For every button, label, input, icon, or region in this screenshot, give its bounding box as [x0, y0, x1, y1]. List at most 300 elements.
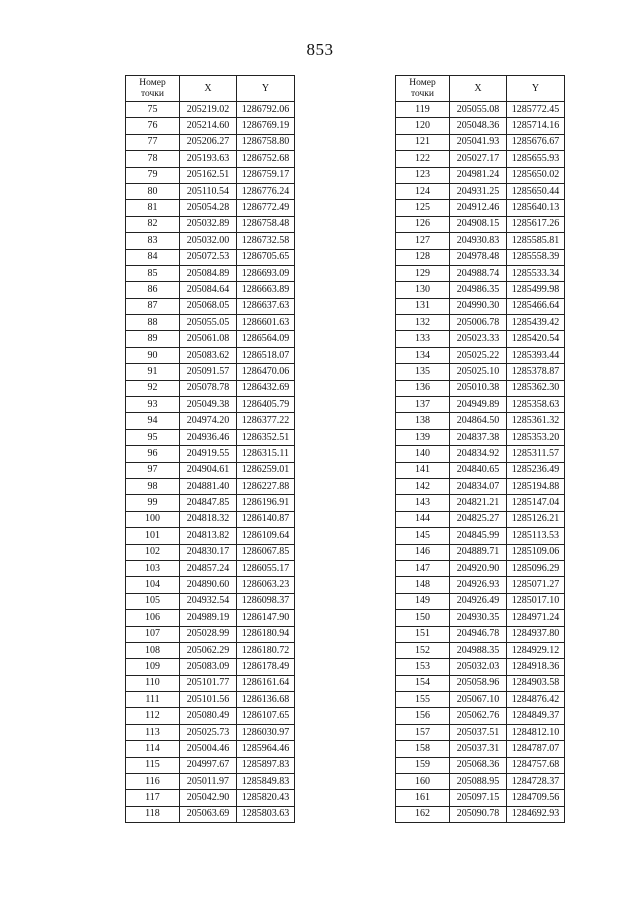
cell-x: 204930.83	[450, 233, 507, 249]
coordinates-table-left	[125, 75, 295, 823]
cell-x: 205193.63	[180, 151, 237, 167]
cell-point-number: 144	[396, 511, 450, 527]
cell-x: 204825.27	[450, 511, 507, 527]
cell-x: 204988.74	[450, 265, 507, 281]
cell-x: 204988.35	[450, 642, 507, 658]
table-row	[396, 167, 565, 183]
table-row	[396, 544, 565, 560]
cell-y: 1286352.51	[237, 429, 295, 445]
table-row	[396, 528, 565, 544]
cell-point-number: 142	[396, 478, 450, 494]
cell-x: 205080.49	[180, 708, 237, 724]
cell-y: 1284692.93	[507, 806, 565, 822]
cell-point-number: 125	[396, 200, 450, 216]
column-header-x: X	[180, 76, 237, 102]
cell-point-number: 140	[396, 446, 450, 462]
table-row	[126, 167, 295, 183]
cell-x: 205084.64	[180, 282, 237, 298]
cell-y: 1286769.19	[237, 118, 295, 134]
cell-y: 1286377.22	[237, 413, 295, 429]
cell-x: 204974.20	[180, 413, 237, 429]
cell-point-number: 160	[396, 774, 450, 790]
cell-point-number: 106	[126, 610, 180, 626]
cell-point-number: 93	[126, 397, 180, 413]
cell-y: 1285655.93	[507, 151, 565, 167]
cell-x: 204912.46	[450, 200, 507, 216]
cell-x: 205032.00	[180, 233, 237, 249]
table-row	[396, 478, 565, 494]
table-row	[126, 118, 295, 134]
table-row	[126, 347, 295, 363]
cell-point-number: 147	[396, 560, 450, 576]
cell-x: 205041.93	[450, 134, 507, 150]
cell-y: 1286405.79	[237, 397, 295, 413]
cell-x: 205037.31	[450, 741, 507, 757]
table-row	[396, 692, 565, 708]
cell-x: 205032.89	[180, 216, 237, 232]
cell-y: 1286178.49	[237, 659, 295, 675]
table-row	[126, 790, 295, 806]
table-row	[396, 282, 565, 298]
cell-y: 1284709.56	[507, 790, 565, 806]
cell-x: 205219.02	[180, 102, 237, 118]
table-row	[396, 347, 565, 363]
cell-point-number: 130	[396, 282, 450, 298]
table-row	[396, 560, 565, 576]
cell-x: 204932.54	[180, 593, 237, 609]
cell-point-number: 132	[396, 315, 450, 331]
cell-point-number: 124	[396, 183, 450, 199]
cell-x: 205054.28	[180, 200, 237, 216]
cell-y: 1286055.17	[237, 560, 295, 576]
cell-point-number: 116	[126, 774, 180, 790]
cell-y: 1284812.10	[507, 724, 565, 740]
cell-point-number: 143	[396, 495, 450, 511]
cell-x: 204908.15	[450, 216, 507, 232]
table-row	[126, 315, 295, 331]
cell-y: 1285772.45	[507, 102, 565, 118]
cell-y: 1284787.07	[507, 741, 565, 757]
table-row	[126, 593, 295, 609]
cell-point-number: 149	[396, 593, 450, 609]
cell-x: 205028.99	[180, 626, 237, 642]
table-row	[396, 265, 565, 281]
cell-y: 1286776.24	[237, 183, 295, 199]
table-row	[396, 675, 565, 691]
table-row	[126, 298, 295, 314]
cell-y: 1285126.21	[507, 511, 565, 527]
cell-x: 205162.51	[180, 167, 237, 183]
cell-x: 204978.48	[450, 249, 507, 265]
table-row	[396, 233, 565, 249]
table-row	[126, 380, 295, 396]
cell-y: 1286518.07	[237, 347, 295, 363]
cell-point-number: 120	[396, 118, 450, 134]
cell-x: 204990.30	[450, 298, 507, 314]
cell-y: 1286067.85	[237, 544, 295, 560]
cell-y: 1286227.88	[237, 478, 295, 494]
table-row	[396, 708, 565, 724]
cell-x: 204919.55	[180, 446, 237, 462]
cell-y: 1285499.98	[507, 282, 565, 298]
cell-point-number: 86	[126, 282, 180, 298]
cell-y: 1286030.97	[237, 724, 295, 740]
cell-point-number: 127	[396, 233, 450, 249]
cell-point-number: 91	[126, 364, 180, 380]
table-row	[126, 741, 295, 757]
table-row	[396, 741, 565, 757]
table-header-row	[126, 76, 295, 102]
cell-x: 205025.22	[450, 347, 507, 363]
table-row	[126, 446, 295, 462]
cell-point-number: 154	[396, 675, 450, 691]
table-row	[396, 364, 565, 380]
table-row	[126, 675, 295, 691]
cell-point-number: 157	[396, 724, 450, 740]
cell-x: 205055.05	[180, 315, 237, 331]
cell-point-number: 117	[126, 790, 180, 806]
cell-point-number: 128	[396, 249, 450, 265]
cell-x: 204926.93	[450, 577, 507, 593]
cell-point-number: 92	[126, 380, 180, 396]
cell-point-number: 110	[126, 675, 180, 691]
cell-point-number: 115	[126, 757, 180, 773]
cell-x: 204857.24	[180, 560, 237, 576]
cell-y: 1285109.06	[507, 544, 565, 560]
cell-y: 1285361.32	[507, 413, 565, 429]
cell-x: 205027.17	[450, 151, 507, 167]
cell-point-number: 136	[396, 380, 450, 396]
table-row	[126, 151, 295, 167]
cell-y: 1286470.06	[237, 364, 295, 380]
cell-point-number: 98	[126, 478, 180, 494]
page-number: 853	[306, 40, 334, 59]
cell-y: 1286161.64	[237, 675, 295, 691]
cell-y: 1286140.87	[237, 511, 295, 527]
cell-point-number: 82	[126, 216, 180, 232]
cell-point-number: 105	[126, 593, 180, 609]
cell-y: 1285194.88	[507, 478, 565, 494]
cell-point-number: 80	[126, 183, 180, 199]
cell-point-number: 146	[396, 544, 450, 560]
cell-point-number: 155	[396, 692, 450, 708]
cell-x: 205025.10	[450, 364, 507, 380]
table-row	[396, 774, 565, 790]
table-row	[126, 282, 295, 298]
table-row	[396, 413, 565, 429]
cell-point-number: 121	[396, 134, 450, 150]
cell-point-number: 126	[396, 216, 450, 232]
table-row	[126, 626, 295, 642]
cell-y: 1285585.81	[507, 233, 565, 249]
table-row	[396, 102, 565, 118]
cell-point-number: 88	[126, 315, 180, 331]
cell-x: 205068.36	[450, 757, 507, 773]
cell-x: 205097.15	[450, 790, 507, 806]
cell-x: 205037.51	[450, 724, 507, 740]
cell-x: 204986.35	[450, 282, 507, 298]
cell-point-number: 119	[396, 102, 450, 118]
cell-y: 1285362.30	[507, 380, 565, 396]
table-row	[126, 331, 295, 347]
cell-y: 1286772.49	[237, 200, 295, 216]
cell-x: 204890.60	[180, 577, 237, 593]
column-header-y: Y	[237, 76, 295, 102]
table-row	[396, 397, 565, 413]
table-row	[396, 118, 565, 134]
cell-y: 1285236.49	[507, 462, 565, 478]
cell-x: 204920.90	[450, 560, 507, 576]
cell-x: 204981.24	[450, 167, 507, 183]
table-row	[396, 183, 565, 199]
cell-point-number: 99	[126, 495, 180, 511]
table-row	[126, 429, 295, 445]
table-row	[396, 200, 565, 216]
cell-y: 1286107.65	[237, 708, 295, 724]
cell-y: 1285439.42	[507, 315, 565, 331]
table-header-row	[396, 76, 565, 102]
cell-x: 205110.54	[180, 183, 237, 199]
cell-x: 205048.36	[450, 118, 507, 134]
table-row	[126, 692, 295, 708]
cell-point-number: 108	[126, 642, 180, 658]
cell-point-number: 139	[396, 429, 450, 445]
table-row	[126, 774, 295, 790]
table-row	[396, 216, 565, 232]
cell-point-number: 141	[396, 462, 450, 478]
cell-point-number: 158	[396, 741, 450, 757]
cell-x: 205032.03	[450, 659, 507, 675]
cell-x: 205067.10	[450, 692, 507, 708]
cell-point-number: 131	[396, 298, 450, 314]
cell-y: 1285849.83	[237, 774, 295, 790]
table-row	[126, 642, 295, 658]
cell-x: 204834.92	[450, 446, 507, 462]
table-row	[396, 249, 565, 265]
cell-point-number: 89	[126, 331, 180, 347]
cell-point-number: 135	[396, 364, 450, 380]
cell-point-number: 148	[396, 577, 450, 593]
table-row	[126, 216, 295, 232]
cell-point-number: 100	[126, 511, 180, 527]
cell-x: 205049.38	[180, 397, 237, 413]
table-row	[396, 298, 565, 314]
cell-point-number: 123	[396, 167, 450, 183]
cell-y: 1285147.04	[507, 495, 565, 511]
cell-x: 204813.82	[180, 528, 237, 544]
cell-x: 205083.09	[180, 659, 237, 675]
column-header-point-number	[396, 76, 450, 102]
cell-x: 204946.78	[450, 626, 507, 642]
cell-point-number: 77	[126, 134, 180, 150]
table-row	[396, 315, 565, 331]
table-row	[396, 429, 565, 445]
column-header-y: Y	[507, 76, 565, 102]
cell-point-number: 96	[126, 446, 180, 462]
cell-x: 204931.25	[450, 183, 507, 199]
table-row	[126, 200, 295, 216]
table-row	[396, 134, 565, 150]
cell-y: 1286732.58	[237, 233, 295, 249]
cell-point-number: 152	[396, 642, 450, 658]
cell-y: 1286315.11	[237, 446, 295, 462]
cell-y: 1285378.87	[507, 364, 565, 380]
table-row	[126, 364, 295, 380]
cell-x: 205004.46	[180, 741, 237, 757]
table-row	[126, 102, 295, 118]
cell-y: 1284903.58	[507, 675, 565, 691]
cell-y: 1285714.16	[507, 118, 565, 134]
cell-y: 1286752.68	[237, 151, 295, 167]
table-row	[126, 757, 295, 773]
cell-point-number: 150	[396, 610, 450, 626]
table-row	[126, 610, 295, 626]
cell-x: 205058.96	[450, 675, 507, 691]
cell-x: 205090.78	[450, 806, 507, 822]
table-row	[396, 642, 565, 658]
cell-point-number: 114	[126, 741, 180, 757]
cell-y: 1285311.57	[507, 446, 565, 462]
table-body-right	[396, 102, 565, 823]
cell-y: 1286758.80	[237, 134, 295, 150]
cell-y: 1285466.64	[507, 298, 565, 314]
cell-x: 204997.67	[180, 757, 237, 773]
cell-y: 1286180.94	[237, 626, 295, 642]
cell-y: 1285964.46	[237, 741, 295, 757]
cell-x: 204845.99	[450, 528, 507, 544]
cell-point-number: 87	[126, 298, 180, 314]
cell-x: 205068.05	[180, 298, 237, 314]
cell-point-number: 113	[126, 724, 180, 740]
cell-x: 204881.40	[180, 478, 237, 494]
table-row	[126, 495, 295, 511]
cell-point-number: 137	[396, 397, 450, 413]
cell-x: 205063.69	[180, 806, 237, 822]
cell-y: 1285617.26	[507, 216, 565, 232]
table-row	[126, 249, 295, 265]
cell-point-number: 78	[126, 151, 180, 167]
table-row	[126, 134, 295, 150]
cell-y: 1285358.63	[507, 397, 565, 413]
header-num-line2: точки	[140, 88, 164, 99]
cell-point-number: 151	[396, 626, 450, 642]
cell-y: 1285017.10	[507, 593, 565, 609]
cell-point-number: 79	[126, 167, 180, 183]
table-row	[396, 593, 565, 609]
column-header-x: X	[450, 76, 507, 102]
cell-y: 1285650.44	[507, 183, 565, 199]
cell-y: 1285897.83	[237, 757, 295, 773]
cell-point-number: 102	[126, 544, 180, 560]
cell-y: 1286098.37	[237, 593, 295, 609]
cell-y: 1285650.02	[507, 167, 565, 183]
table-row	[126, 806, 295, 822]
cell-x: 205101.56	[180, 692, 237, 708]
table-row	[396, 577, 565, 593]
table-row	[126, 544, 295, 560]
table-row	[396, 659, 565, 675]
cell-y: 1284728.37	[507, 774, 565, 790]
cell-point-number: 145	[396, 528, 450, 544]
cell-y: 1285113.53	[507, 528, 565, 544]
table-row	[396, 790, 565, 806]
cell-x: 205061.08	[180, 331, 237, 347]
table-row	[126, 183, 295, 199]
table-row	[126, 511, 295, 527]
cell-x: 204847.85	[180, 495, 237, 511]
cell-x: 204834.07	[450, 478, 507, 494]
cell-y: 1285803.63	[237, 806, 295, 822]
cell-x: 205062.29	[180, 642, 237, 658]
table-row	[126, 577, 295, 593]
cell-point-number: 95	[126, 429, 180, 445]
cell-x: 204926.49	[450, 593, 507, 609]
table-row	[126, 233, 295, 249]
cell-point-number: 75	[126, 102, 180, 118]
cell-point-number: 76	[126, 118, 180, 134]
cell-x: 205062.76	[450, 708, 507, 724]
cell-point-number: 129	[396, 265, 450, 281]
header-num-line1: Номер	[139, 77, 166, 88]
cell-point-number: 112	[126, 708, 180, 724]
cell-point-number: 90	[126, 347, 180, 363]
cell-y: 1285420.54	[507, 331, 565, 347]
cell-y: 1286432.69	[237, 380, 295, 396]
cell-x: 204889.71	[450, 544, 507, 560]
table-row	[126, 265, 295, 281]
table-row	[126, 413, 295, 429]
cell-y: 1285096.29	[507, 560, 565, 576]
cell-point-number: 84	[126, 249, 180, 265]
table-row	[396, 462, 565, 478]
cell-x: 204818.32	[180, 511, 237, 527]
table-row	[396, 151, 565, 167]
cell-point-number: 122	[396, 151, 450, 167]
table-row	[126, 478, 295, 494]
cell-x: 204821.21	[450, 495, 507, 511]
cell-point-number: 94	[126, 413, 180, 429]
table-row	[126, 659, 295, 675]
coordinates-table-right	[395, 75, 565, 823]
cell-y: 1286564.09	[237, 331, 295, 347]
cell-y: 1286063.23	[237, 577, 295, 593]
cell-y: 1285071.27	[507, 577, 565, 593]
cell-y: 1285558.39	[507, 249, 565, 265]
cell-x: 205088.95	[450, 774, 507, 790]
cell-y: 1286758.48	[237, 216, 295, 232]
cell-x: 205072.53	[180, 249, 237, 265]
table-row	[396, 724, 565, 740]
column-header-point-number	[126, 76, 180, 102]
cell-point-number: 81	[126, 200, 180, 216]
cell-x: 205083.62	[180, 347, 237, 363]
cell-point-number: 107	[126, 626, 180, 642]
cell-y: 1285533.34	[507, 265, 565, 281]
cell-x: 204949.89	[450, 397, 507, 413]
cell-x: 205025.73	[180, 724, 237, 740]
cell-y: 1285640.13	[507, 200, 565, 216]
cell-y: 1284918.36	[507, 659, 565, 675]
cell-point-number: 83	[126, 233, 180, 249]
cell-x: 205010.38	[450, 380, 507, 396]
cell-y: 1286601.63	[237, 315, 295, 331]
cell-y: 1286637.63	[237, 298, 295, 314]
cell-x: 204936.46	[180, 429, 237, 445]
cell-point-number: 161	[396, 790, 450, 806]
table-row	[396, 757, 565, 773]
cell-y: 1286180.72	[237, 642, 295, 658]
cell-x: 205042.90	[180, 790, 237, 806]
